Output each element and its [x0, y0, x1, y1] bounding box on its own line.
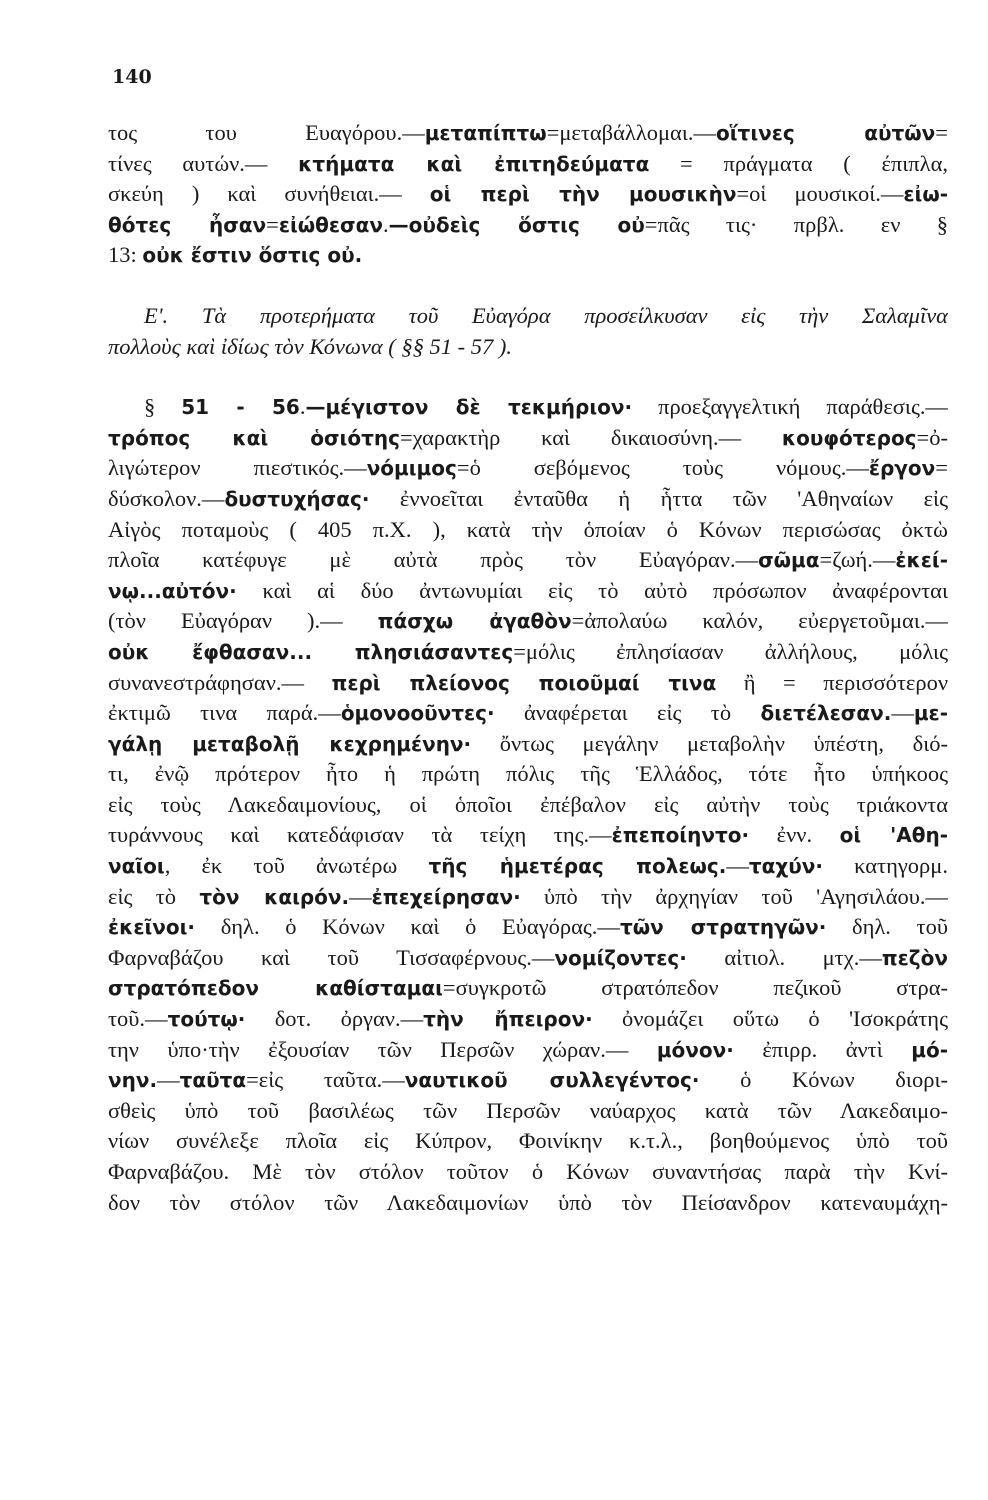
bold-term: μεταπίπτω: [424, 121, 547, 145]
text-run: τι, ἐνῷ πρότερον ἦτο ἡ πρώτη πόλις τῆς Ἑλλάδος, τότε ἦτο ὑπήκοος: [108, 761, 948, 787]
text-line: [108, 149, 948, 180]
text-run: =συγκροτῶ στρατόπεδον πεζικοῦ στρα-: [442, 975, 948, 1001]
text-line: [108, 453, 948, 484]
text-run: Αἰγὸς ποταμοὺς ( 405 π.Χ. ), κατὰ τὴν ὁποίαν ὁ Κόνων περισώσας ὀκτὼ: [108, 516, 948, 542]
text-line: [108, 392, 948, 423]
text-line: [108, 515, 948, 546]
text-run: ἐκτιμῶ τινα παρά.—: [108, 700, 341, 726]
text-run: = πράγματα ( έπιπλα,: [649, 150, 948, 176]
text-line: [108, 1096, 948, 1127]
bold-term: εἰώθεσαν: [278, 212, 383, 237]
bold-term: νομίζοντες·: [554, 945, 687, 970]
bold-term: —οὐδεὶς ὅστις οὐ: [388, 212, 645, 237]
text-line: [108, 790, 948, 821]
text-run: ἐννοεῖται ἐνταῦθα ἡ ἧττα τῶν 'Αθηναίων εἰς: [369, 485, 948, 511]
text-line: [108, 668, 948, 699]
text-line: [108, 118, 948, 149]
bold-term: τῶν στρατηγῶν·: [619, 915, 827, 940]
text-run: —: [891, 700, 914, 726]
bold-term: πάσχω ἀγαθὸν: [377, 609, 572, 634]
paragraph-gap: [108, 362, 948, 392]
text-line: [108, 576, 948, 607]
text-line: [108, 1004, 948, 1035]
bold-term: νῳ...αὐτόν·: [108, 578, 237, 603]
text-line: [108, 545, 948, 576]
text-run: =ὁ σεβόμενος τοὺς νόμους.—: [456, 455, 869, 481]
text-run: —: [157, 1067, 180, 1093]
text-run: ὄντως μεγάλην μεταβολὴν ὑπέστη, διό-: [471, 730, 948, 756]
text-line: [108, 606, 948, 637]
bold-term: δυστυχήσας·: [224, 486, 370, 511]
bold-term: ἐπεποίηντο·: [611, 823, 750, 848]
text-run: =ζωή.—: [819, 547, 896, 573]
bold-term: στρατόπεδον καθίσταμαι: [108, 976, 443, 1001]
bold-term: οἱ 'Αθη-: [839, 823, 948, 848]
text-run: (τὸν Εὐαγόραν ).—: [108, 608, 378, 634]
text-run: σκεύη ) καὶ συνήθειαι.—: [108, 181, 430, 207]
text-run: τίνες αυτών.—: [108, 150, 299, 176]
text-run: =: [266, 211, 279, 237]
text-run: §: [144, 394, 182, 420]
bold-term: ἐπεχείρησαν·: [371, 884, 521, 909]
text-line: [108, 1188, 948, 1219]
text-line: [108, 882, 948, 913]
bold-term: ταῦτα: [179, 1068, 247, 1093]
text-line: [108, 851, 948, 882]
text-run: ὑπὸ τὴν ἀρχηγίαν τοῦ 'Αγησιλάου.—: [520, 883, 948, 909]
text-line: [108, 1035, 948, 1066]
text-run: =: [935, 120, 948, 145]
bold-term: τὸν καιρόν.: [199, 884, 350, 909]
bold-term: διετέλεσαν.: [760, 701, 892, 726]
text-run: =οἱ μουσικοί.—: [736, 181, 904, 207]
bold-term: 51 - 56: [181, 395, 300, 420]
text-run: προεξαγγελτική παράθεσις.—: [632, 394, 948, 420]
text-run: εἰς τοὺς Λακεδαιμονίους, οἱ ὁποῖοι ἐπέβαλον εἰς αὐτὴν τοὺς τριάκοντα: [108, 791, 948, 817]
text-run: ὁ Κόνων διορι-: [699, 1067, 948, 1093]
text-line: [108, 729, 948, 760]
text-run: =πᾶς τις· πρβλ. εν §: [644, 211, 948, 237]
text-run: , ἐκ τοῦ ἀνωτέρω: [164, 853, 429, 879]
text-run: =μόλις ἐπλησίασαν ἀλλήλους, μόλις: [513, 638, 948, 664]
text-run: δηλ. τοῦ: [826, 914, 948, 940]
bold-term: εἰω-: [903, 182, 948, 207]
bold-term: θότες ἦσαν: [108, 212, 267, 237]
bold-term: με-: [913, 701, 948, 726]
bold-term: πεζὸν: [881, 945, 948, 970]
text-line: [108, 240, 948, 271]
italic-heading: πολλοὺς καὶ ἰδίως τὸν Κόνωνα ( §§ 51 - 57 ).: [108, 333, 512, 359]
text-run: δοτ. ὀργαν.—: [245, 1006, 424, 1032]
text-run: Φαρναβάζου. Μὲ τὸν στόλον τοῦτον ὁ Κόνων συναντήσας παρὰ τὴν Κνί-: [108, 1159, 948, 1184]
text-line: [108, 759, 948, 790]
text-line: [108, 912, 948, 943]
text-run: την ὑπο·τὴν ἐξουσίαν τῶν Περσῶν χώραν.—: [108, 1036, 657, 1062]
text-run: ἢ = περισσότερον: [716, 669, 948, 695]
bold-term: μό-: [911, 1037, 948, 1062]
text-run: λιγώτερον πιεστικός.—: [108, 455, 367, 481]
text-line: [108, 820, 948, 851]
text-line: [108, 1157, 948, 1188]
bold-term: κτήματα καὶ ἐπιτηδεύματα: [298, 151, 650, 176]
text-line: [108, 301, 948, 332]
bold-term: οὐκ ἔστιν ὅστις οὐ.: [142, 243, 363, 268]
bold-term: τούτῳ·: [167, 1007, 246, 1032]
text-run: δύσκολον.—: [108, 485, 225, 511]
text-run: δηλ. ὁ Κόνων καὶ ὁ Εὐαγόρας.—: [195, 914, 620, 940]
bold-term: ἔργον: [868, 456, 936, 481]
text-run: =χαρακτὴρ καὶ δικαιοσύνη.—: [399, 424, 782, 450]
bold-term: οἵτινες αὐτῶν: [716, 121, 936, 145]
bold-term: περὶ πλείονος ποιοῦμαί τινα: [331, 670, 717, 695]
text-run: =μεταβάλλομαι.—: [546, 120, 717, 145]
text-run: .: [382, 211, 389, 237]
text-line: [108, 210, 948, 241]
bold-term: τρόπος καὶ ὁσιότης: [108, 425, 400, 450]
text-line: [108, 637, 948, 668]
bold-term: ὁμονοοῦντες·: [340, 701, 495, 726]
text-run: =εἰς ταῦτα.—: [246, 1067, 405, 1093]
text-run: =ἀπολαύω καλόν, εὐεργετοῦμαι.—: [571, 608, 948, 634]
text-run: αἰτιολ. μτχ.—: [686, 944, 882, 970]
text-run: τος του Ευαγόρου.—: [108, 120, 425, 145]
text-run: πλοῖα κατέφυγε μὲ αὐτὰ πρὸς τὸν Εὐαγόραν.—: [108, 547, 759, 573]
text-run: —: [349, 883, 372, 909]
bold-term: οἱ περὶ τὴν μουσικὴν: [429, 182, 737, 207]
bold-term: ναῖοι: [108, 854, 165, 879]
text-line: [108, 423, 948, 454]
bold-term: τὴν ἤπειρον·: [423, 1007, 593, 1032]
text-run: δον τὸν στόλον τῶν Λακεδαιμονίων ὑπὸ τὸν Πείσανδρον κατεναυμάχη-: [108, 1189, 948, 1215]
text-line: [108, 943, 948, 974]
text-run: 13:: [108, 242, 143, 268]
text-run: τοῦ.—: [108, 1006, 168, 1032]
bold-term: οὐκ ἔφθασαν... πλησιάσαντες: [108, 639, 514, 664]
text-run: =: [935, 455, 948, 481]
text-run: Φαρναβάζου καὶ τοῦ Τισσαφέρνους.—: [108, 944, 555, 970]
bold-term: —μέγιστον δὲ τεκμήριον·: [305, 395, 633, 420]
text-line: [108, 973, 948, 1004]
bold-term: γάλῃ μεταβολῇ κεχρημένην·: [108, 731, 472, 756]
text-line: [108, 1065, 948, 1096]
text-line: [108, 484, 948, 515]
text-run: σθεὶς ὑπὸ τοῦ βασιλέως τῶν Περσῶν ναύαρχος κατὰ τῶν Λακεδαιμο-: [108, 1097, 948, 1123]
text-run: τυράννους καὶ κατεδάφισαν τὰ τείχη της.—: [108, 822, 612, 848]
commentary-text: [108, 118, 948, 1218]
text-run: καὶ αἱ δύο ἀντωνυμίαι εἰς τὸ αὐτὸ πρόσωπον ἀναφέρονται: [236, 577, 948, 603]
text-run: κατηγορμ.: [822, 853, 948, 879]
bold-term: νην.: [108, 1068, 158, 1093]
text-run: ἀναφέρεται εἰς τὸ: [494, 700, 761, 726]
text-run: .: [299, 394, 306, 420]
bold-term: ταχύν·: [748, 854, 823, 879]
text-line: [108, 332, 948, 363]
text-run: ἐπιρρ. ἀντὶ: [733, 1036, 912, 1062]
text-run: συνανεστράφησαν.—: [108, 669, 332, 695]
bold-term: τῆς ἡμετέρας πολεως.: [428, 854, 727, 879]
bold-term: μόνον·: [656, 1037, 734, 1062]
text-line: [108, 1126, 948, 1157]
paragraph-gap: [108, 271, 948, 301]
text-line: [108, 179, 948, 210]
text-run: εἰς τὸ: [108, 883, 200, 909]
text-run: ἐνν.: [749, 822, 840, 848]
bold-term: νόμιμος: [366, 456, 457, 481]
page-number: 140: [112, 66, 152, 88]
text-run: ὀνομάζει οὕτω ὁ 'Ισοκράτης: [592, 1006, 948, 1032]
text-run: =ὀ-: [916, 424, 948, 450]
bold-term: ἐκεῖνοι·: [108, 915, 196, 940]
italic-heading: Ε'. Τὰ προτερήματα τοῦ Εὐαγόρα προσείλκυσαν εἰς τὴν Σαλαμῖνα: [144, 302, 948, 328]
bold-term: κουφότερος: [781, 425, 917, 450]
bold-term: ἐκεί-: [895, 548, 948, 573]
bold-term: σῶμα: [758, 548, 820, 573]
text-run: νίων συνέλεξε πλοῖα εἰς Κύπρον, Φοινίκην κ.τ.λ., βοηθούμενος ὑπὸ τοῦ: [108, 1128, 948, 1154]
text-run: —: [726, 853, 749, 879]
bold-term: ναυτικοῦ συλλεγέντος·: [404, 1068, 700, 1093]
text-line: [108, 698, 948, 729]
